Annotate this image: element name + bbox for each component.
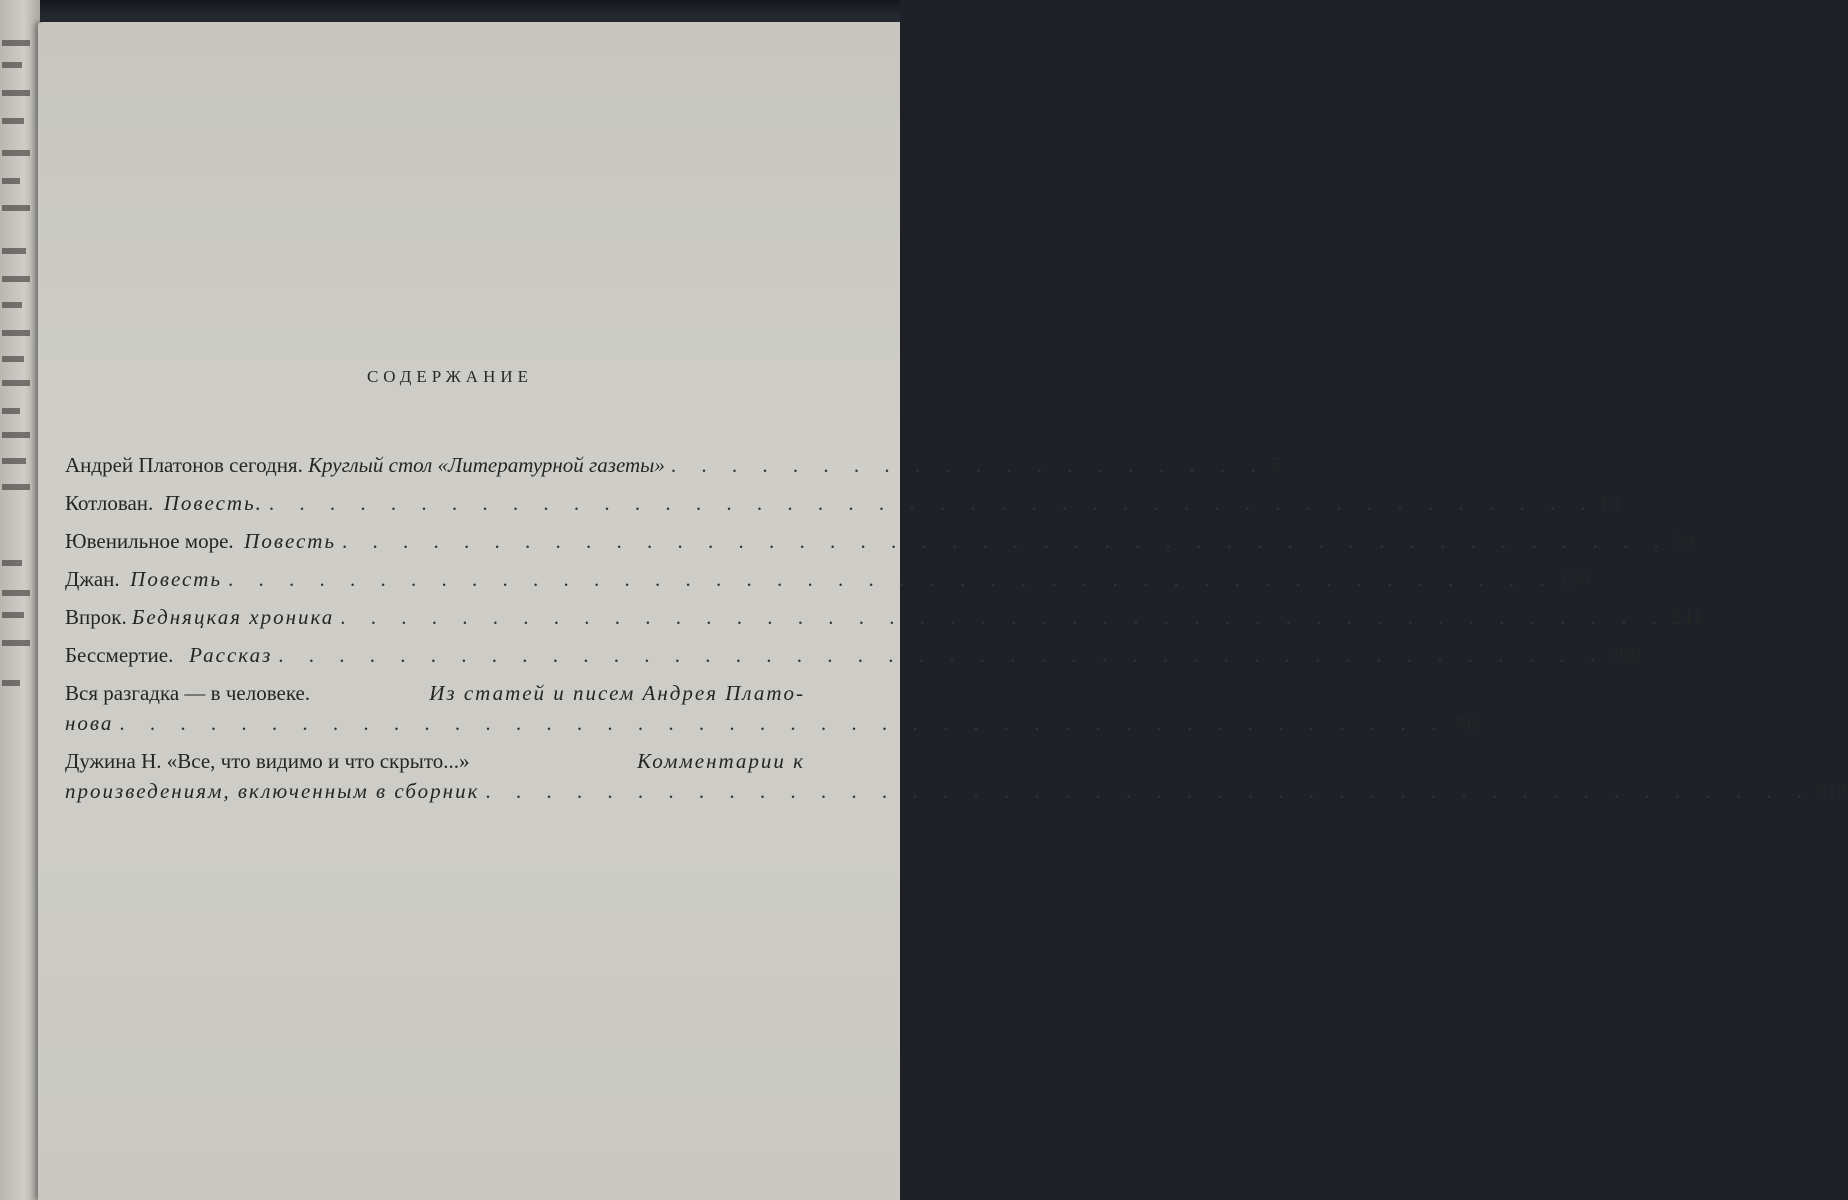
entry-author: Впрок.: [65, 605, 127, 629]
entry-author: Дужина Н. «Все, что видимо и что скрыто...»: [65, 749, 470, 773]
entry-title-line1: Из статей и писем Андрея Плато-: [429, 681, 805, 705]
page-number: 5: [1269, 453, 1281, 477]
toc-entry: [65, 640, 1641, 670]
page-number: 241: [1671, 605, 1703, 629]
entry-title-line2: нова: [65, 711, 114, 735]
table-of-contents: [65, 450, 1848, 806]
entry-title-line2: произведениям, включенным в сборник: [65, 779, 480, 803]
entry-author: Ювенильное море.: [65, 529, 234, 553]
leader-dots: . . . . . . . . . . . . . . . . . . . . . . . . . . . . . . . . . . . . . . . . . . . .: [340, 605, 1668, 629]
facing-page-edge: [0, 0, 40, 1200]
leader-dots: . . . . . . . . . . . . . . . . . . . . . . . . . . . . . . . . . . . . . . . . . . . .: [119, 711, 1447, 735]
entry-author: Джан.: [65, 567, 120, 591]
leader-dots: . . . . . . . . . . . . . . . . . . . . . . . . . . . . . . . . . . . . . . . . . . . .: [228, 567, 1555, 591]
entry-author: Андрей Платонов сегодня.: [65, 453, 303, 477]
entry-author: Котлован.: [65, 491, 154, 515]
page-number: 312: [1816, 779, 1848, 803]
entry-title: Повесть: [130, 567, 223, 591]
toc-entry: [65, 526, 1694, 556]
entry-title: Повесть.: [163, 491, 263, 515]
toc-entry: [65, 678, 1482, 738]
page-number: 98: [1672, 529, 1694, 553]
entry-title-line1: Комментарии к: [637, 749, 805, 773]
page-number: 305: [1450, 711, 1482, 735]
page-number: 290: [1609, 643, 1641, 667]
leader-dots: . . . . . . . . . . . . . . . . . . . . . . . . . . . . . . . . . . . . . . . . . . . .: [268, 491, 1596, 515]
toc-entry: [65, 450, 1281, 480]
page-title: СОДЕРЖАНИЕ: [366, 367, 534, 386]
entry-author: Вся разгадка — в человеке.: [65, 681, 311, 705]
leader-dots: . . . . . . . . . . . . . . . . . . . . . . . . . . . . . . . . . . . . . . . . . . . .: [485, 779, 1813, 803]
page-number: 156: [1558, 567, 1591, 591]
leader-dots: . . . . . . . . . . . . . . . . . . . . . . . . . . . . . . . . . . . . . . . . . . . .: [278, 643, 1606, 667]
entry-title: Бедняцкая хроника: [131, 605, 335, 629]
entry-title: Круглый стол «Литературной газеты»: [308, 453, 665, 477]
toc-entry: [65, 602, 1703, 632]
toc-entry: [65, 746, 1848, 806]
background-edge: [40, 0, 900, 24]
entry-title: Повесть: [244, 529, 337, 553]
leader-dots: . . . . . . . . . . . . . . . . . . . . . . . . . . . . . . . . . . . . . . . . . . . .: [342, 529, 1669, 553]
page-number: 14: [1599, 491, 1621, 515]
leader-dots: . . . . . . . . . . . . . . . . . . . .: [670, 453, 1266, 477]
toc-entry: [65, 564, 1591, 594]
entry-author: Бессмертие.: [65, 643, 174, 667]
toc-entry: [65, 488, 1621, 518]
entry-title: Рассказ: [189, 643, 273, 667]
